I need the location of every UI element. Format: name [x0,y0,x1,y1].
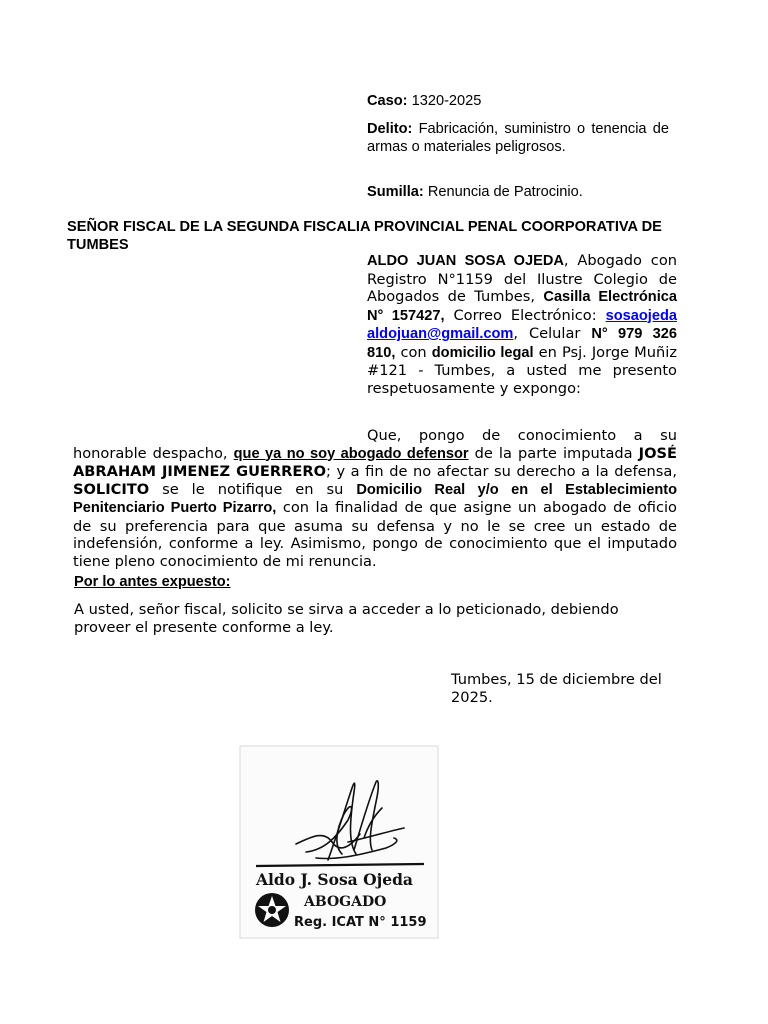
delito-value: Fabricación, suministro o tenencia de armas o materiales peligrosos. [367,121,669,155]
intro-text-3: , Celular [513,325,592,342]
sumilla-line [367,184,677,202]
signature-stamp [236,742,442,942]
request-paragraph: A usted, señor fiscal, solicito se sirva a acceder a lo peticionado, debiendo proveer el presente conforme a ley. [74,601,619,636]
body-text-5: con la finalidad de que asigne un abogado de oficio de su preferencia para que asuma su defensa y no le se cree un estado de indefensión, conforme a ley. Asimismo, pongo de conocimiento que el imputado tiene pleno conocimiento de mi renuncia. [73,499,677,570]
email-link[interactable]: sosaojeda aldojuan@gmail.com [367,307,677,342]
expuesto-heading [74,574,374,592]
stamp-registro: Reg. ICAT N° 1159 [294,915,427,930]
domicilio-legal: domicilio legal [431,344,534,361]
expuesto-text: Por lo antes expuesto: [74,574,231,590]
body-text-3: ; y a fin de no afectar su derecho a la defensa, [326,463,677,480]
caso-label: Caso: [367,93,408,109]
body-text-2: de la parte imputada [468,444,639,462]
intro-text-4: con [395,343,432,361]
body-paragraph [73,427,677,570]
solicito-keyword: SOLICITO [73,480,150,498]
caso-value: 1320-2025 [411,93,482,109]
intro-text-5: en Psj. Jorge Muñiz #121 - Tumbes, a usted me presento respetuosamente y expongo: [367,343,677,397]
date-place: Tumbes, 15 de diciembre del 2025. [451,671,662,706]
domicilio-real: Domicilio Real y/o en el Establecimiento Penitenciario Puerto Pizarro, [73,481,678,516]
body-text-1: Que, pongo de conocimiento a su honorable despacho, [73,427,677,462]
stamp-name: Aldo J. Sosa Ojeda [256,870,413,889]
intro-paragraph [367,252,677,397]
intro-text-2: Correo Electrónico: [444,306,606,324]
celular-number: N° 979 326 810, [367,326,677,361]
imputado-name: JOSÉ ABRAHAM JIMENEZ GUERRERO [73,444,677,480]
lawyer-name: ALDO JUAN SOSA OJEDA [367,253,564,269]
caso-line [367,93,677,111]
sumilla-label: Sumilla: [367,184,424,200]
delito-label: Delito: [367,121,413,137]
renuncia-statement: que ya no soy abogado defensor [233,445,469,462]
delito-line [367,121,669,156]
stamp-title: ABOGADO [304,894,387,910]
addressee-heading: SEÑOR FISCAL DE LA SEGUNDA FISCALIA PROVINCIAL PENAL COORPORATIVA DE TUMBES [67,219,662,253]
body-text-4: se le notifique en su [149,480,357,498]
intro-text-1: , Abogado con Registro N°1159 del Ilustre Colegio de Abogados de Tumbes, [367,252,677,305]
sumilla-value: Renuncia de Patrocinio. [427,184,583,200]
casilla-electronica: Casilla Electrónica N° 157427, [367,289,677,324]
star-emblem-icon [255,893,289,927]
